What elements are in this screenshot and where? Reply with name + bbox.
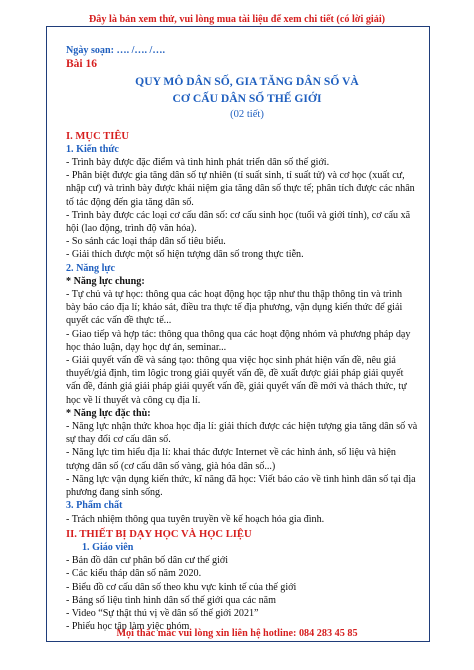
teacher-material-item: - Video “Sự thật thú vị về dân số thế giới 2021” xyxy=(66,607,259,619)
competency-item: thuyết/giả định, tìm lôgic trong giải quyết vấn đề, đề xuất được giải pháp giải quyết xyxy=(66,368,404,380)
teacher-material-item: - Các kiểu tháp dân số năm 2020. xyxy=(66,568,202,580)
specific-competency-item: sự thay đổi cơ cấu dân số. xyxy=(66,434,171,446)
competency-item: học thảo luận, dạy học dự án, seminar... xyxy=(66,341,227,353)
competency-item: học về lí thuyết và công cụ địa lí. xyxy=(66,394,201,406)
title-line-1: QUY MÔ DÂN SỐ, GIA TĂNG DÂN SỐ VÀ xyxy=(135,75,359,89)
lesson-duration: (02 tiết) xyxy=(230,109,264,121)
knowledge-item: hội (lao động, trình độ văn hóa). xyxy=(66,223,197,235)
specific-competency-item: phương đang sinh sống. xyxy=(66,487,163,499)
hotline-footer-banner: Mọi thắc mắc vui lòng xin liên hệ hotline: 084 283 45 85 xyxy=(116,628,358,639)
knowledge-item: nhập cư) và trình bày được khái niệm gia tăng dân số thực tế; phân tích được các nhân xyxy=(66,183,415,195)
specific-competency-item: - Năng lực tìm hiểu địa lí: khai thác được Internet về các hình ảnh, số liệu và hiện xyxy=(66,447,396,459)
knowledge-item: - Giải thích được một số hiện tượng dân số trong thực tiễn. xyxy=(66,249,304,261)
subsection-qualities-heading: 3. Phẩm chất xyxy=(66,500,123,512)
specific-competency-label: * Năng lực đặc thù: xyxy=(66,407,151,419)
general-competency-label: * Năng lực chung: xyxy=(66,275,145,287)
section-equipment-heading: II. THIẾT BỊ DẠY HỌC VÀ HỌC LIỆU xyxy=(66,528,252,540)
subsection-competency-heading: 2. Năng lực xyxy=(66,262,115,274)
competency-item: quyết các vấn đề thực tế... xyxy=(66,315,172,327)
specific-competency-item: - Năng lực vận dụng kiến thức, kĩ năng đã học: Viết báo cáo về tình hình dân số tại địa xyxy=(66,473,416,485)
quality-item: - Trách nhiệm thông qua tuyên truyền về kế hoạch hóa gia đình. xyxy=(66,513,325,525)
subsection-teacher-heading: 1. Giáo viên xyxy=(82,541,134,553)
knowledge-item: - Trình bày được các loại cơ cấu dân số: cơ cấu sinh học (tuổi và giới tính), cơ cấu xã xyxy=(66,209,411,221)
teacher-material-item: - Bảng số liệu tình hình dân số thế giới qua các năm xyxy=(66,594,276,606)
subsection-knowledge-heading: 1. Kiến thức xyxy=(66,143,119,155)
competency-item: - Giải quyết vấn đề và sáng tạo: thông qua việc học sinh phát hiện vấn đề, nêu giả xyxy=(66,355,396,367)
title-line-2: CƠ CẤU DÂN SỐ THẾ GIỚI xyxy=(172,92,322,106)
section-objectives-heading: I. MỤC TIÊU xyxy=(66,130,130,142)
preview-notice-banner: Đây là bản xem thử, vui lòng mua tài liệu để xem chi tiết (có lời giải) xyxy=(88,14,386,25)
knowledge-item: tố tác động đến gia tăng dân số. xyxy=(66,196,194,208)
knowledge-item: - Trình bày được đặc điểm và tình hình phát triển dân số thế giới. xyxy=(66,157,330,169)
teacher-material-item: - Phiếu học tập làm việc nhóm xyxy=(66,621,190,633)
teacher-material-item: - Biểu đồ cơ cấu dân số theo khu vực kinh tế của thế giới xyxy=(66,581,297,593)
specific-competency-item: - Năng lực nhận thức khoa học địa lí: giải thích được các hiện tượng gia tăng dân số và xyxy=(66,421,418,433)
competency-item: bày báo cáo địa lí; khảo sát, điều tra thực tế địa phương, vận dụng kiến thức để giải xyxy=(66,302,403,314)
knowledge-item: - So sánh các loại tháp dân số tiêu biểu. xyxy=(66,236,226,248)
date-line: Ngày soạn: …. /…. /…. xyxy=(66,45,165,56)
competency-item: vấn đề, đánh giá giải pháp giải quyết vấn đề, giải quyết vấn đề mới và thách thức, tự xyxy=(66,381,407,393)
teacher-material-item: - Bản đồ dân cư phân bố dân cư thế giới xyxy=(66,555,229,567)
lesson-plan-content xyxy=(66,44,428,633)
lesson-title xyxy=(66,73,428,107)
specific-competency-item: tượng dân số (cơ cấu dân số vàng, già hóa dân số...) xyxy=(66,460,276,472)
competency-item: - Giao tiếp và hợp tác: thông qua thông qua các hoạt động nhóm và phương pháp dạy xyxy=(66,328,411,340)
lesson-number: Bài 16 xyxy=(66,58,97,71)
knowledge-item: - Phân biệt được gia tăng dân số tự nhiên (tỉ suất sinh, tỉ suất tử) và cơ học (xuất cư, xyxy=(66,170,405,182)
competency-item: - Tự chủ và tự học: thông qua các hoạt động học tập như thu thập thông tin và trình xyxy=(66,289,403,301)
